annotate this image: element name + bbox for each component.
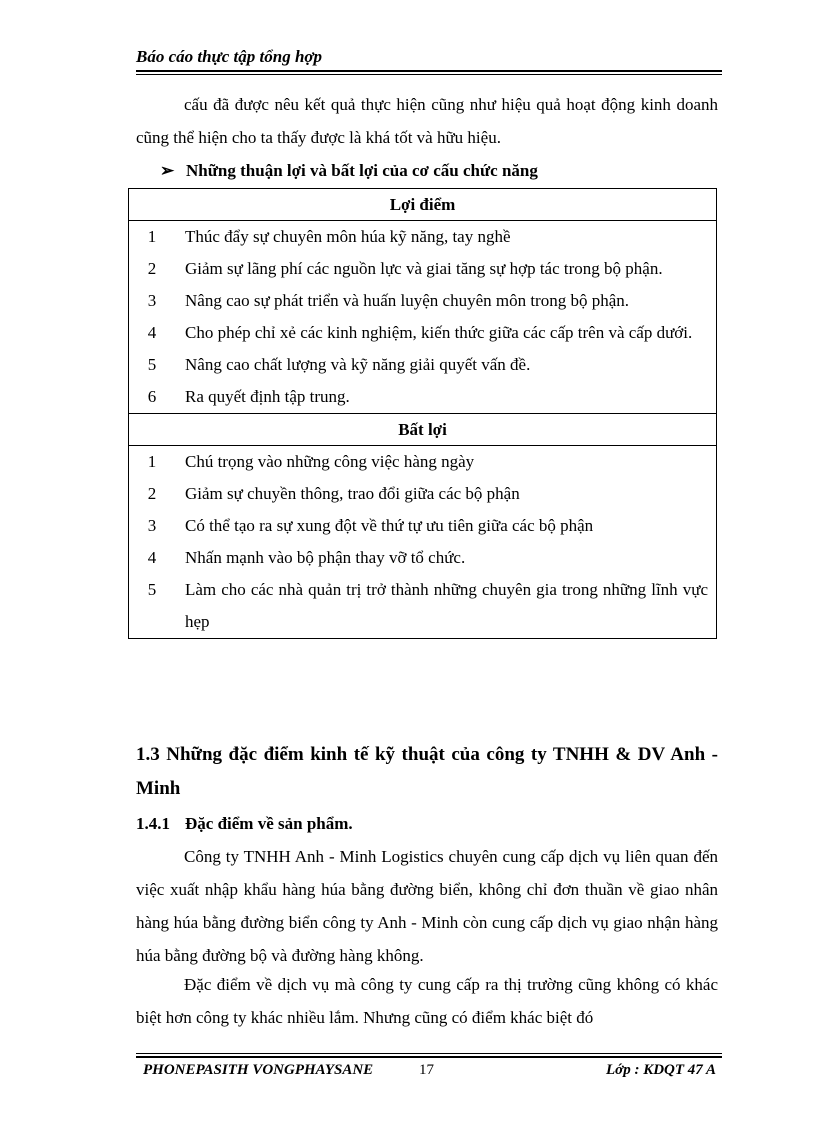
- bullet-heading: [160, 156, 538, 186]
- table-row: [129, 253, 717, 285]
- row-number: 5: [129, 349, 176, 381]
- row-text: Cho phép chỉ xẻ các kinh nghiệm, kiến thức giữa các cấp trên và cấp dưới.: [175, 317, 717, 349]
- arrow-bullet-icon: ➢: [160, 161, 175, 180]
- row-text: Nâng cao sự phát triển và huấn luyện chuyên môn trong bộ phận.: [175, 285, 717, 317]
- header-title: Báo cáo thực tập tổng hợp: [136, 47, 323, 66]
- footer-class-label: Lớp : KDQT 47 A: [606, 1062, 716, 1078]
- row-number: 5: [129, 574, 176, 639]
- table-row: [129, 574, 717, 639]
- row-number: 1: [129, 446, 176, 479]
- subsection-number: 1.4.1: [136, 814, 170, 833]
- row-number: 3: [129, 510, 176, 542]
- table-row: [129, 349, 717, 381]
- body-paragraph-2: Đặc điểm về dịch vụ mà công ty cung cấp ra thị trường cũng không có khác biệt hơn công ty khác nhiều lắm. Nhưng cũng có điểm khác biệt đó: [136, 975, 718, 1027]
- table-row: [129, 478, 717, 510]
- table-row: [129, 285, 717, 317]
- header-rule: [136, 70, 722, 72]
- footer-rule: [136, 1056, 722, 1058]
- row-number: 4: [129, 542, 176, 574]
- subsection-title-text: Đặc điểm về sản phẩm.: [185, 814, 353, 833]
- row-text: Nhấn mạnh vào bộ phận thay vỡ tổ chức.: [175, 542, 717, 574]
- row-text: Thúc đẩy sự chuyên môn húa kỹ năng, tay nghề: [175, 221, 717, 254]
- table-row: [129, 317, 717, 349]
- row-text: Giảm sự chuyền thông, trao đổi giữa các bộ phận: [175, 478, 717, 510]
- table-row: [129, 542, 717, 574]
- table-row: [129, 221, 717, 254]
- table-heading-row: [129, 189, 717, 221]
- subsection-title: [136, 808, 353, 840]
- advantages-heading: Lợi điểm: [129, 189, 717, 221]
- row-number: 3: [129, 285, 176, 317]
- row-number: 4: [129, 317, 176, 349]
- bullet-heading-text: Những thuận lợi và bất lợi của cơ cấu chức năng: [186, 161, 538, 180]
- row-text: Nâng cao chất lượng và kỹ năng giải quyết vấn đề.: [175, 349, 717, 381]
- page-number: 17: [419, 1062, 434, 1078]
- row-text: Chú trọng vào những công việc hàng ngày: [175, 446, 717, 479]
- section-title: 1.3 Những đặc điểm kinh tế kỹ thuật của công ty TNHH & DV Anh - Minh: [136, 744, 718, 799]
- row-text: Làm cho các nhà quản trị trở thành những chuyên gia trong những lĩnh vực hẹp: [175, 574, 717, 639]
- row-number: 2: [129, 253, 176, 285]
- header-rule-thin: [136, 74, 722, 75]
- table-row: [129, 446, 717, 479]
- table-heading-row: [129, 414, 717, 446]
- row-number: 6: [129, 381, 176, 414]
- table-row: [129, 510, 717, 542]
- row-text: Ra quyết định tập trung.: [175, 381, 717, 414]
- intro-paragraph: cấu đã được nêu kết quả thực hiện cũng như hiệu quả hoạt động kinh doanh cũng thể hiện cho ta thấy được là khá tốt và hữu hiệu.: [136, 95, 718, 147]
- row-number: 1: [129, 221, 176, 254]
- pros-cons-table: [128, 188, 717, 639]
- table-row: [129, 381, 717, 414]
- footer-author: PHONEPASITH VONGPHAYSANE: [143, 1062, 374, 1078]
- footer-rule-thin: [136, 1053, 722, 1054]
- row-text: Giảm sự lãng phí các nguồn lực và giai tăng sự hợp tác trong bộ phận.: [175, 253, 717, 285]
- row-number: 2: [129, 478, 176, 510]
- disadvantages-heading: Bất lợi: [129, 414, 717, 446]
- row-text: Có thể tạo ra sự xung đột về thứ tự ưu tiên giữa các bộ phận: [175, 510, 717, 542]
- body-paragraph-1: Công ty TNHH Anh - Minh Logistics chuyên cung cấp dịch vụ liên quan đến việc xuất nhập khẩu hàng húa bằng đường biển, không chỉ đơn thuần về giao nhân hàng húa bằng đường biển công ty Anh - Minh còn cung cấp dịch vụ giao nhận hàng húa bằng đường bộ và đường hàng không.: [136, 847, 718, 965]
